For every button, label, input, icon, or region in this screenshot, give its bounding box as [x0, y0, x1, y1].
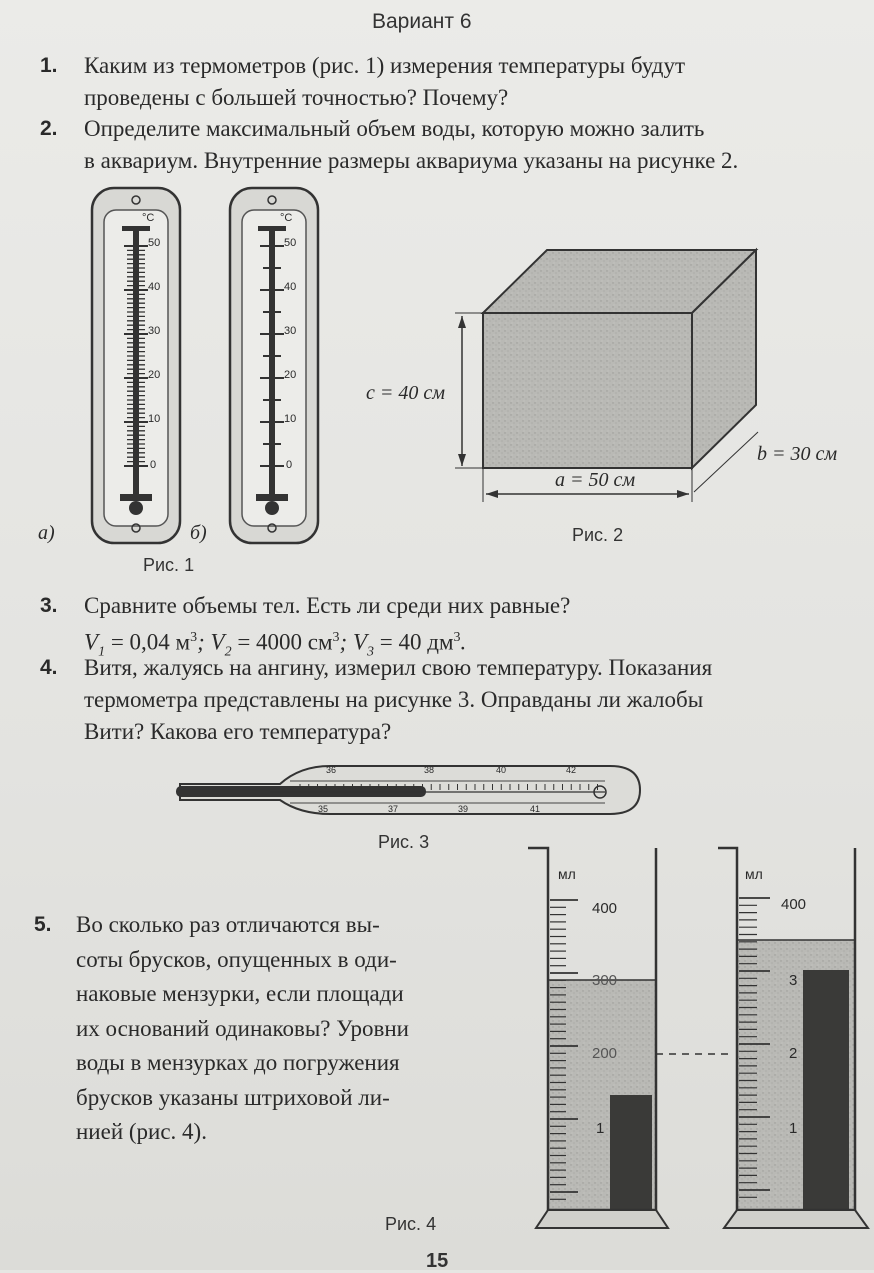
task-number: 2. [40, 117, 58, 140]
task-line: Сравните объемы тел. Есть ли среди них равные? [84, 593, 571, 618]
variant-title: Вариант 6 [372, 10, 472, 33]
scale-label: 0 [150, 459, 157, 471]
cylinder-unit-left: мл [558, 866, 576, 882]
task-line: проведены с большей точностью? Почему? [84, 85, 509, 110]
temp-tick-label: 37 [388, 804, 399, 814]
cylinder-scale-label: 3 [789, 972, 798, 989]
temp-tick-label: 38 [424, 765, 435, 775]
page-number: 15 [426, 1250, 449, 1272]
cylinder-scale-label: 400 [592, 900, 618, 917]
figure-3-caption: Рис. 3 [378, 832, 430, 852]
task-line: их оснований одинаковы? Уровни [76, 1015, 409, 1041]
scale-label: 10 [284, 413, 297, 425]
cylinder-scale-label: 400 [781, 896, 807, 913]
temp-tick-label: 42 [566, 765, 577, 775]
dimension-b-label: b = 30 см [757, 443, 838, 465]
task-number: 1. [40, 54, 58, 77]
cylinder-unit-right: мл [745, 866, 763, 882]
dimension-c-label: c = 40 см [366, 382, 446, 404]
cylinder-scale-label: 1 [789, 1120, 798, 1137]
figure-2-caption: Рис. 2 [572, 525, 624, 545]
temp-tick-label: 35 [318, 804, 329, 814]
task-line: воды в мензурках до погружения [76, 1050, 400, 1075]
task-line: Определите максимальный объем воды, которую можно залить [84, 116, 705, 141]
scale-label: 10 [148, 413, 161, 425]
task-line: брусков указаны штриховой ли- [76, 1084, 390, 1110]
scale-label: 20 [148, 369, 161, 381]
scale-label: 0 [286, 459, 293, 471]
volume-formula: $V_1 = 0,04$ $м^3$; $V_2 = 4000$ $см^3$; $V_3 = 40$ $дм^3$. [84, 629, 467, 660]
unit-label-b: °C [280, 212, 293, 224]
task-line: в аквариум. Внутренние размеры аквариума указаны на рисунке 2. [84, 148, 739, 173]
task-line: соты брусков, опущенных в оди- [76, 946, 397, 972]
task-number: 5. [34, 913, 52, 936]
cylinder-scale-label: 300 [592, 972, 618, 989]
scale-label: 40 [148, 281, 161, 293]
figure-1-caption: Рис. 1 [143, 555, 195, 575]
scale-label: 40 [284, 281, 297, 293]
task-number: 4. [40, 656, 58, 679]
task-line: наковые мензурки, если площади [76, 981, 404, 1006]
figure-1-label-a: а) [38, 522, 55, 544]
task-line: нией (рис. 4). [76, 1119, 207, 1144]
scale-label: 50 [284, 237, 297, 249]
temp-tick-label: 39 [458, 804, 469, 814]
dimension-a-label: a = 50 см [555, 469, 636, 491]
task-line: Вити? Какова его температура? [84, 719, 392, 744]
task-line: Каким из термометров (рис. 1) измерения температуры будут [84, 53, 686, 78]
figure-1-label-b: б) [190, 522, 207, 544]
cylinder-scale-label: 2 [789, 1045, 798, 1062]
temp-tick-label: 41 [530, 804, 541, 814]
task-line: термометра представлены на рисунке 3. Оправданы ли жалобы [84, 687, 704, 712]
task-line: Витя, жалуясь на ангину, измерил свою температуру. Показания [84, 655, 713, 680]
task-number: 3. [40, 594, 58, 617]
unit-label-a: °C [142, 212, 155, 224]
temp-tick-label: 40 [496, 765, 507, 775]
task-line: Во сколько раз отличаются вы- [76, 912, 380, 937]
scale-label: 20 [284, 369, 297, 381]
cylinder-scale-label: 200 [592, 1045, 618, 1062]
scale-label: 50 [148, 237, 161, 249]
figure-4-caption: Рис. 4 [385, 1214, 437, 1234]
scale-label: 30 [284, 325, 297, 337]
scale-label: 30 [148, 325, 161, 337]
temp-tick-label: 36 [326, 765, 337, 775]
cylinder-scale-label: 1 [596, 1120, 605, 1137]
